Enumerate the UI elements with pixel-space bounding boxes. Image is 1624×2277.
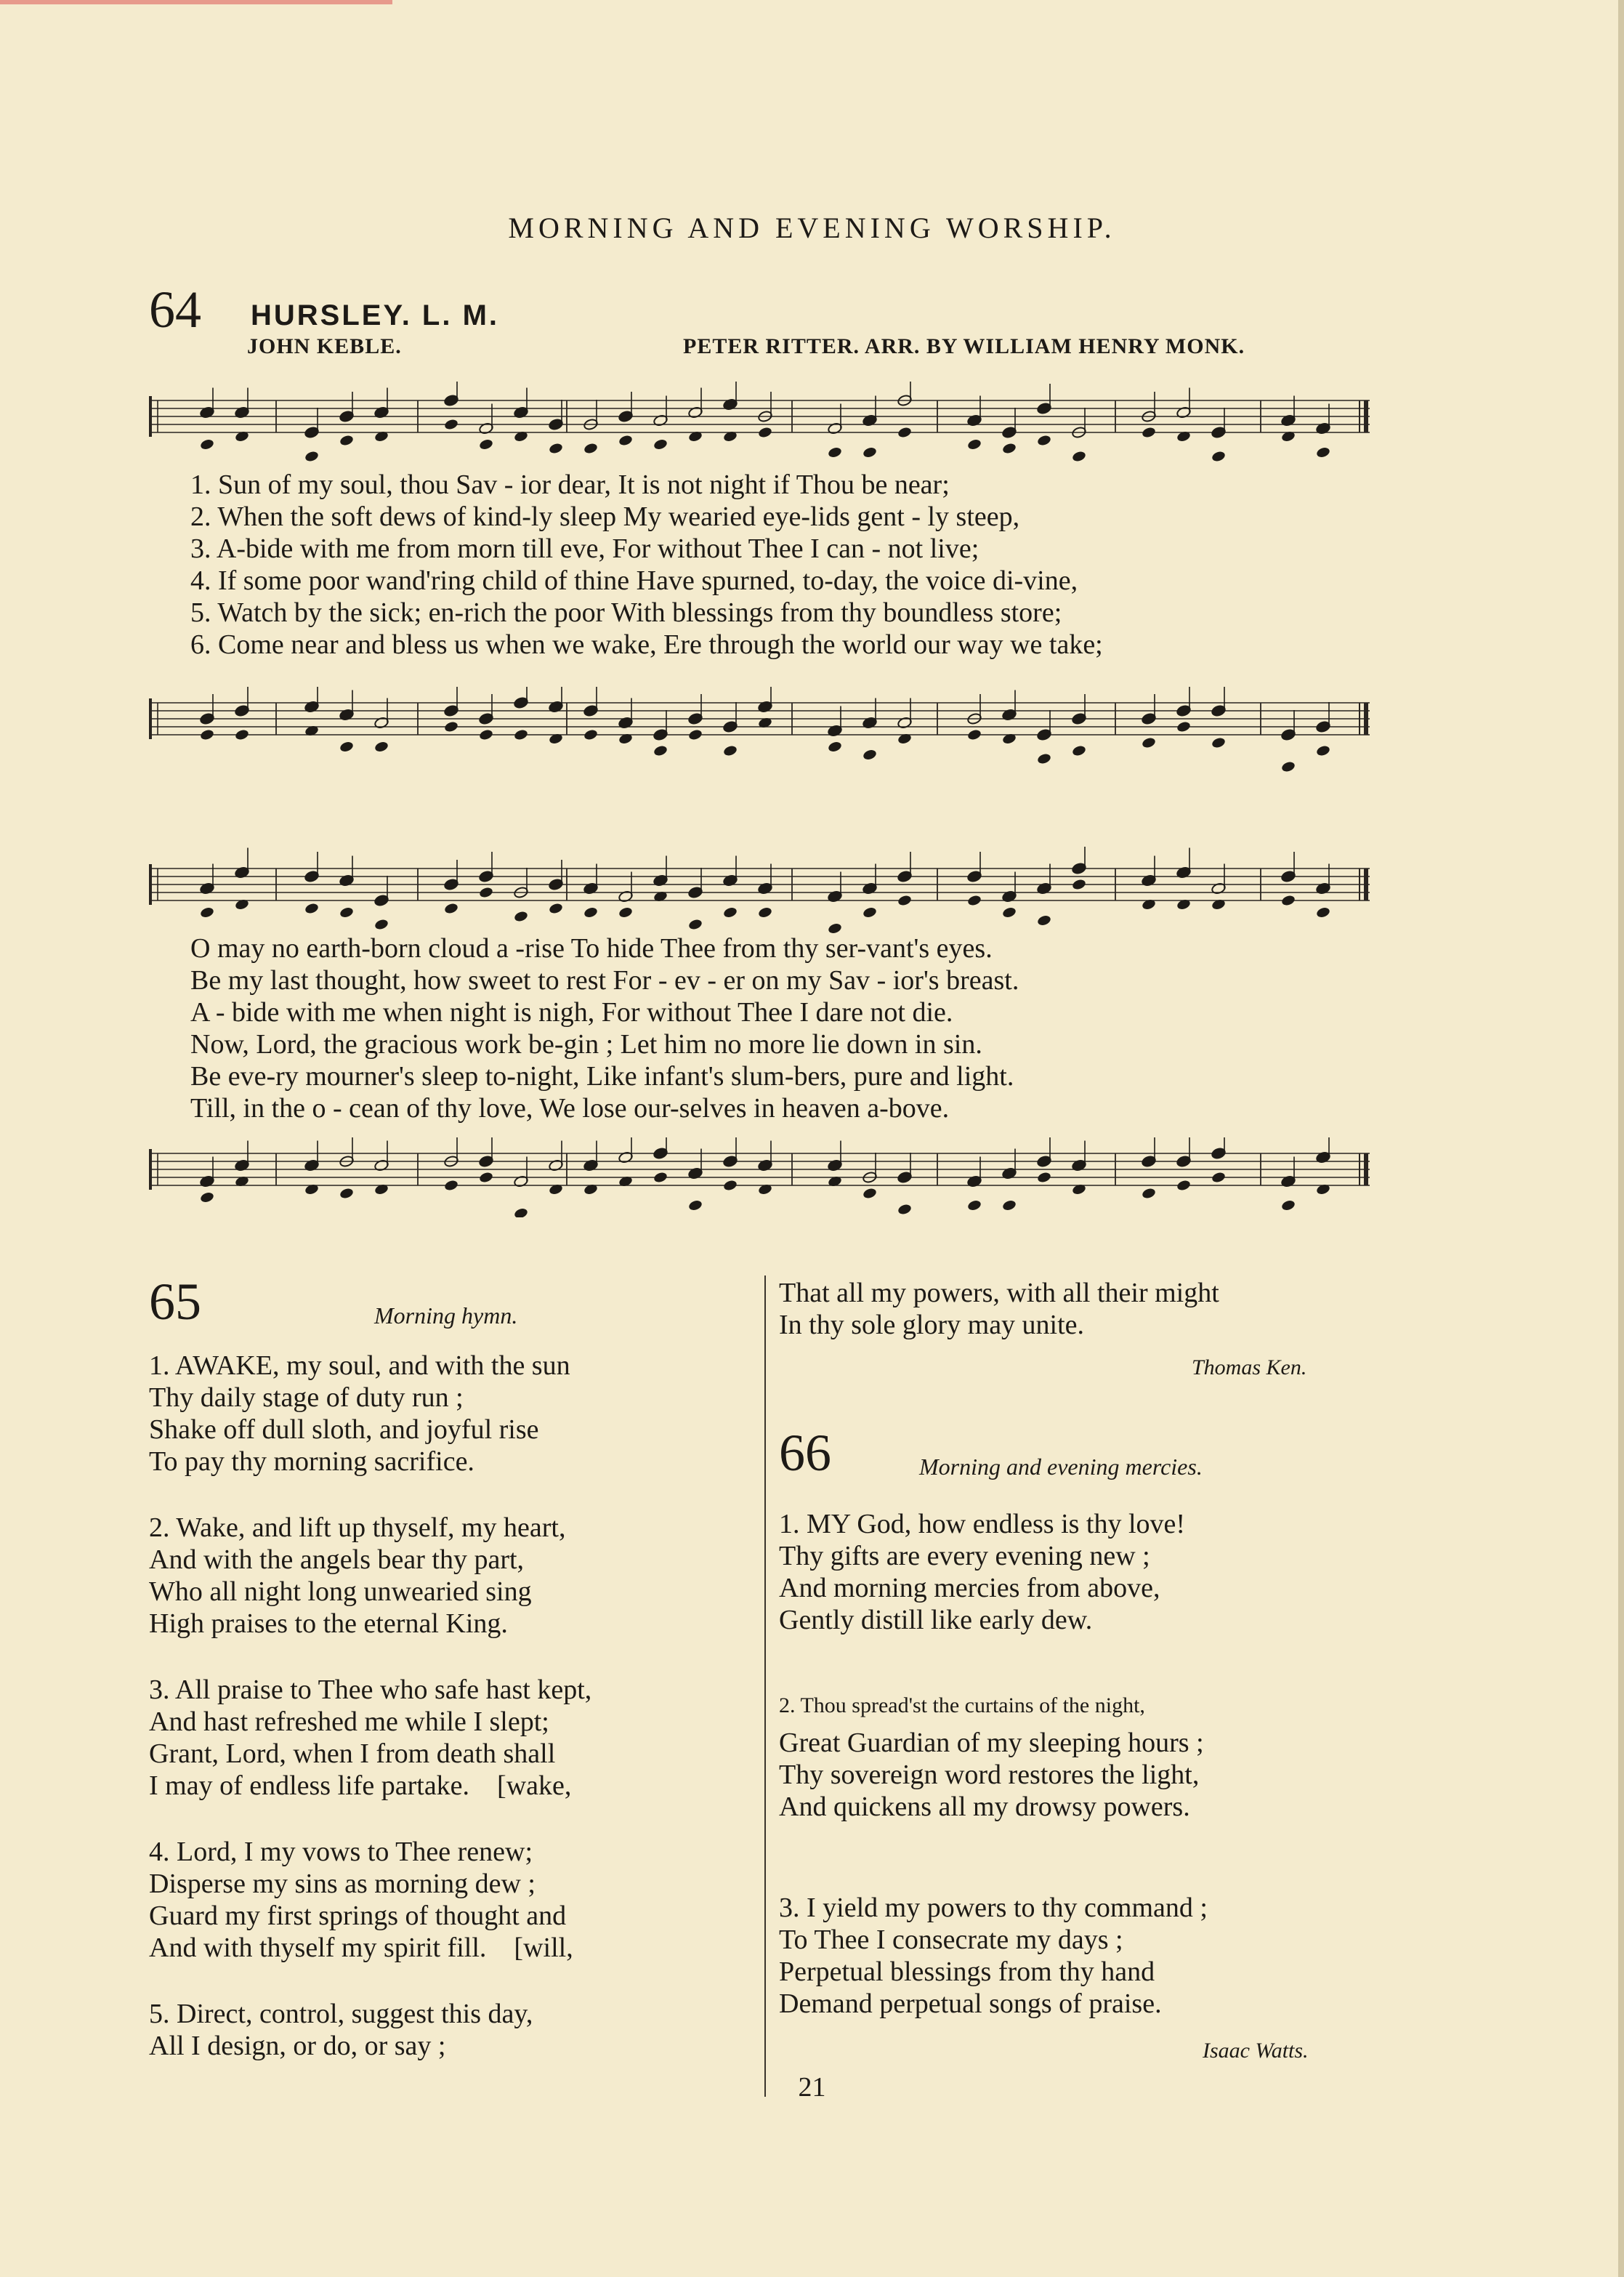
h66-s1-l3: And morning mercies from above,: [779, 1573, 1160, 1603]
h65-s1-l1: 1. AWAKE, my soul, and with the sun: [149, 1350, 570, 1381]
h65-s1-l4: To pay thy morning sacrifice.: [149, 1446, 474, 1477]
h66-s2-l1: 2. Thou spread'st the curtains of the night,: [779, 1693, 1145, 1717]
h65-s5-l2: All I design, or do, or say ;: [149, 2031, 446, 2061]
refrain-line-6: Till, in the o - cean of thy love, We lose our-selves in heaven a-bove.: [190, 1093, 950, 1124]
tune-name: HURSLEY. L. M.: [251, 299, 500, 331]
verse-line-6: 6. Come near and bless us when we wake, Ere through the world our way we take;: [190, 629, 1103, 660]
h66-s2-l2: Great Guardian of my sleeping hours ;: [779, 1728, 1204, 1758]
text-author-credit: JOHN KEBLE.: [247, 334, 402, 358]
h65-s3-l4: I may of endless life partake. [wake,: [149, 1770, 572, 1801]
h66-s1-l1: 1. MY God, how endless is thy love!: [779, 1509, 1186, 1539]
h66-s1-l2: Thy gifts are every evening new ;: [779, 1541, 1150, 1571]
h65-s1-l3: Shake off dull sloth, and joyful rise: [149, 1414, 539, 1445]
h65-s4-l1: 4. Lord, I my vows to Thee renew;: [149, 1837, 533, 1867]
h66-s1-l4: Gently distill like early dew.: [779, 1605, 1093, 1635]
music-staff-bass-1: [149, 687, 1370, 774]
h66-s3-l2: To Thee I consecrate my days ;: [779, 1925, 1123, 1955]
hymn-66-title: Morning and evening mercies.: [919, 1454, 1203, 1480]
hymn-66-author: Isaac Watts.: [1203, 2039, 1309, 2063]
h65-s2-l1: 2. Wake, and lift up thyself, my heart,: [149, 1512, 566, 1543]
h66-s3-l3: Perpetual blessings from thy hand: [779, 1956, 1155, 1987]
verse-line-5: 5. Watch by the sick; en-rich the poor With blessings from thy boundless store;: [190, 597, 1062, 628]
hymn-65-title: Morning hymn.: [374, 1302, 518, 1329]
music-staff-treble-1: [149, 382, 1370, 483]
verse-line-3: 3. A-bide with me from morn till eve, For without Thee I can - not live;: [190, 533, 979, 564]
h66-s2-l3: Thy sovereign word restores the light,: [779, 1760, 1200, 1790]
verse-line-2: 2. When the soft dews of kind-ly sleep My wearied eye-lids gent - ly steep,: [190, 501, 1020, 532]
hymn-65-author: Thomas Ken.: [1192, 1355, 1307, 1379]
page-number: 21: [798, 2072, 826, 2103]
refrain-line-3: A - bide with me when night is nigh, For without Thee I dare not die.: [190, 997, 953, 1028]
hymn-number-66: 66: [779, 1424, 831, 1482]
h65-s5-l1: 5. Direct, control, suggest this day,: [149, 1999, 533, 2029]
h65-s2-l2: And with the angels bear thy part,: [149, 1544, 525, 1575]
music-staff-treble-2: [149, 847, 1370, 941]
h66-s2-l4: And quickens all my drowsy powers.: [779, 1792, 1190, 1822]
h66-s3-l1: 3. I yield my powers to thy command ;: [779, 1893, 1208, 1923]
verse-line-1: 1. Sun of my soul, thou Sav - ior dear, It is not night if Thou be near;: [190, 469, 950, 500]
page-edge-top: [0, 0, 392, 4]
h65-s3-l2: And hast refreshed me while I slept;: [149, 1706, 549, 1737]
column-divider: [764, 1275, 766, 2097]
refrain-line-4: Now, Lord, the gracious work be-gin ; Let him no more lie down in sin.: [190, 1029, 982, 1060]
h65-continuation-l1: That all my powers, with all their might: [779, 1278, 1219, 1308]
music-credit: PETER RITTER. ARR. BY WILLIAM HENRY MONK.: [683, 334, 1245, 358]
refrain-line-5: Be eve-ry mourner's sleep to-night, Like infant's slum-bers, pure and light.: [190, 1061, 1014, 1092]
music-staff-bass-2: [149, 1137, 1370, 1217]
page-edge-right: [1618, 0, 1624, 2277]
h65-s3-l3: Grant, Lord, when I from death shall: [149, 1738, 556, 1769]
h65-continuation-l2: In thy sole glory may unite.: [779, 1310, 1085, 1340]
h65-s2-l3: Who all night long unwearied sing: [149, 1576, 532, 1607]
page-header: MORNING AND EVENING WORSHIP.: [508, 211, 1116, 244]
refrain-line-2: Be my last thought, how sweet to rest For - ev - er on my Sav - ior's breast.: [190, 965, 1019, 996]
h65-s4-l4: And with thyself my spirit fill. [will,: [149, 1933, 573, 1963]
h65-s4-l3: Guard my first springs of thought and: [149, 1901, 567, 1931]
h65-s1-l2: Thy daily stage of duty run ;: [149, 1382, 464, 1413]
hymn-number-64: 64: [149, 281, 201, 339]
refrain-line-1: O may no earth-born cloud a -rise To hide Thee from thy ser-vant's eyes.: [190, 933, 993, 964]
h66-s3-l4: Demand perpetual songs of praise.: [779, 1988, 1162, 2019]
verse-line-4: 4. If some poor wand'ring child of thine Have spurned, to-day, the voice di-vine,: [190, 565, 1078, 596]
hymn-number-65: 65: [149, 1273, 201, 1331]
h65-s4-l2: Disperse my sins as morning dew ;: [149, 1869, 536, 1899]
h65-s3-l1: 3. All praise to Thee who safe hast kept,: [149, 1674, 592, 1705]
h65-s2-l4: High praises to the eternal King.: [149, 1608, 508, 1639]
